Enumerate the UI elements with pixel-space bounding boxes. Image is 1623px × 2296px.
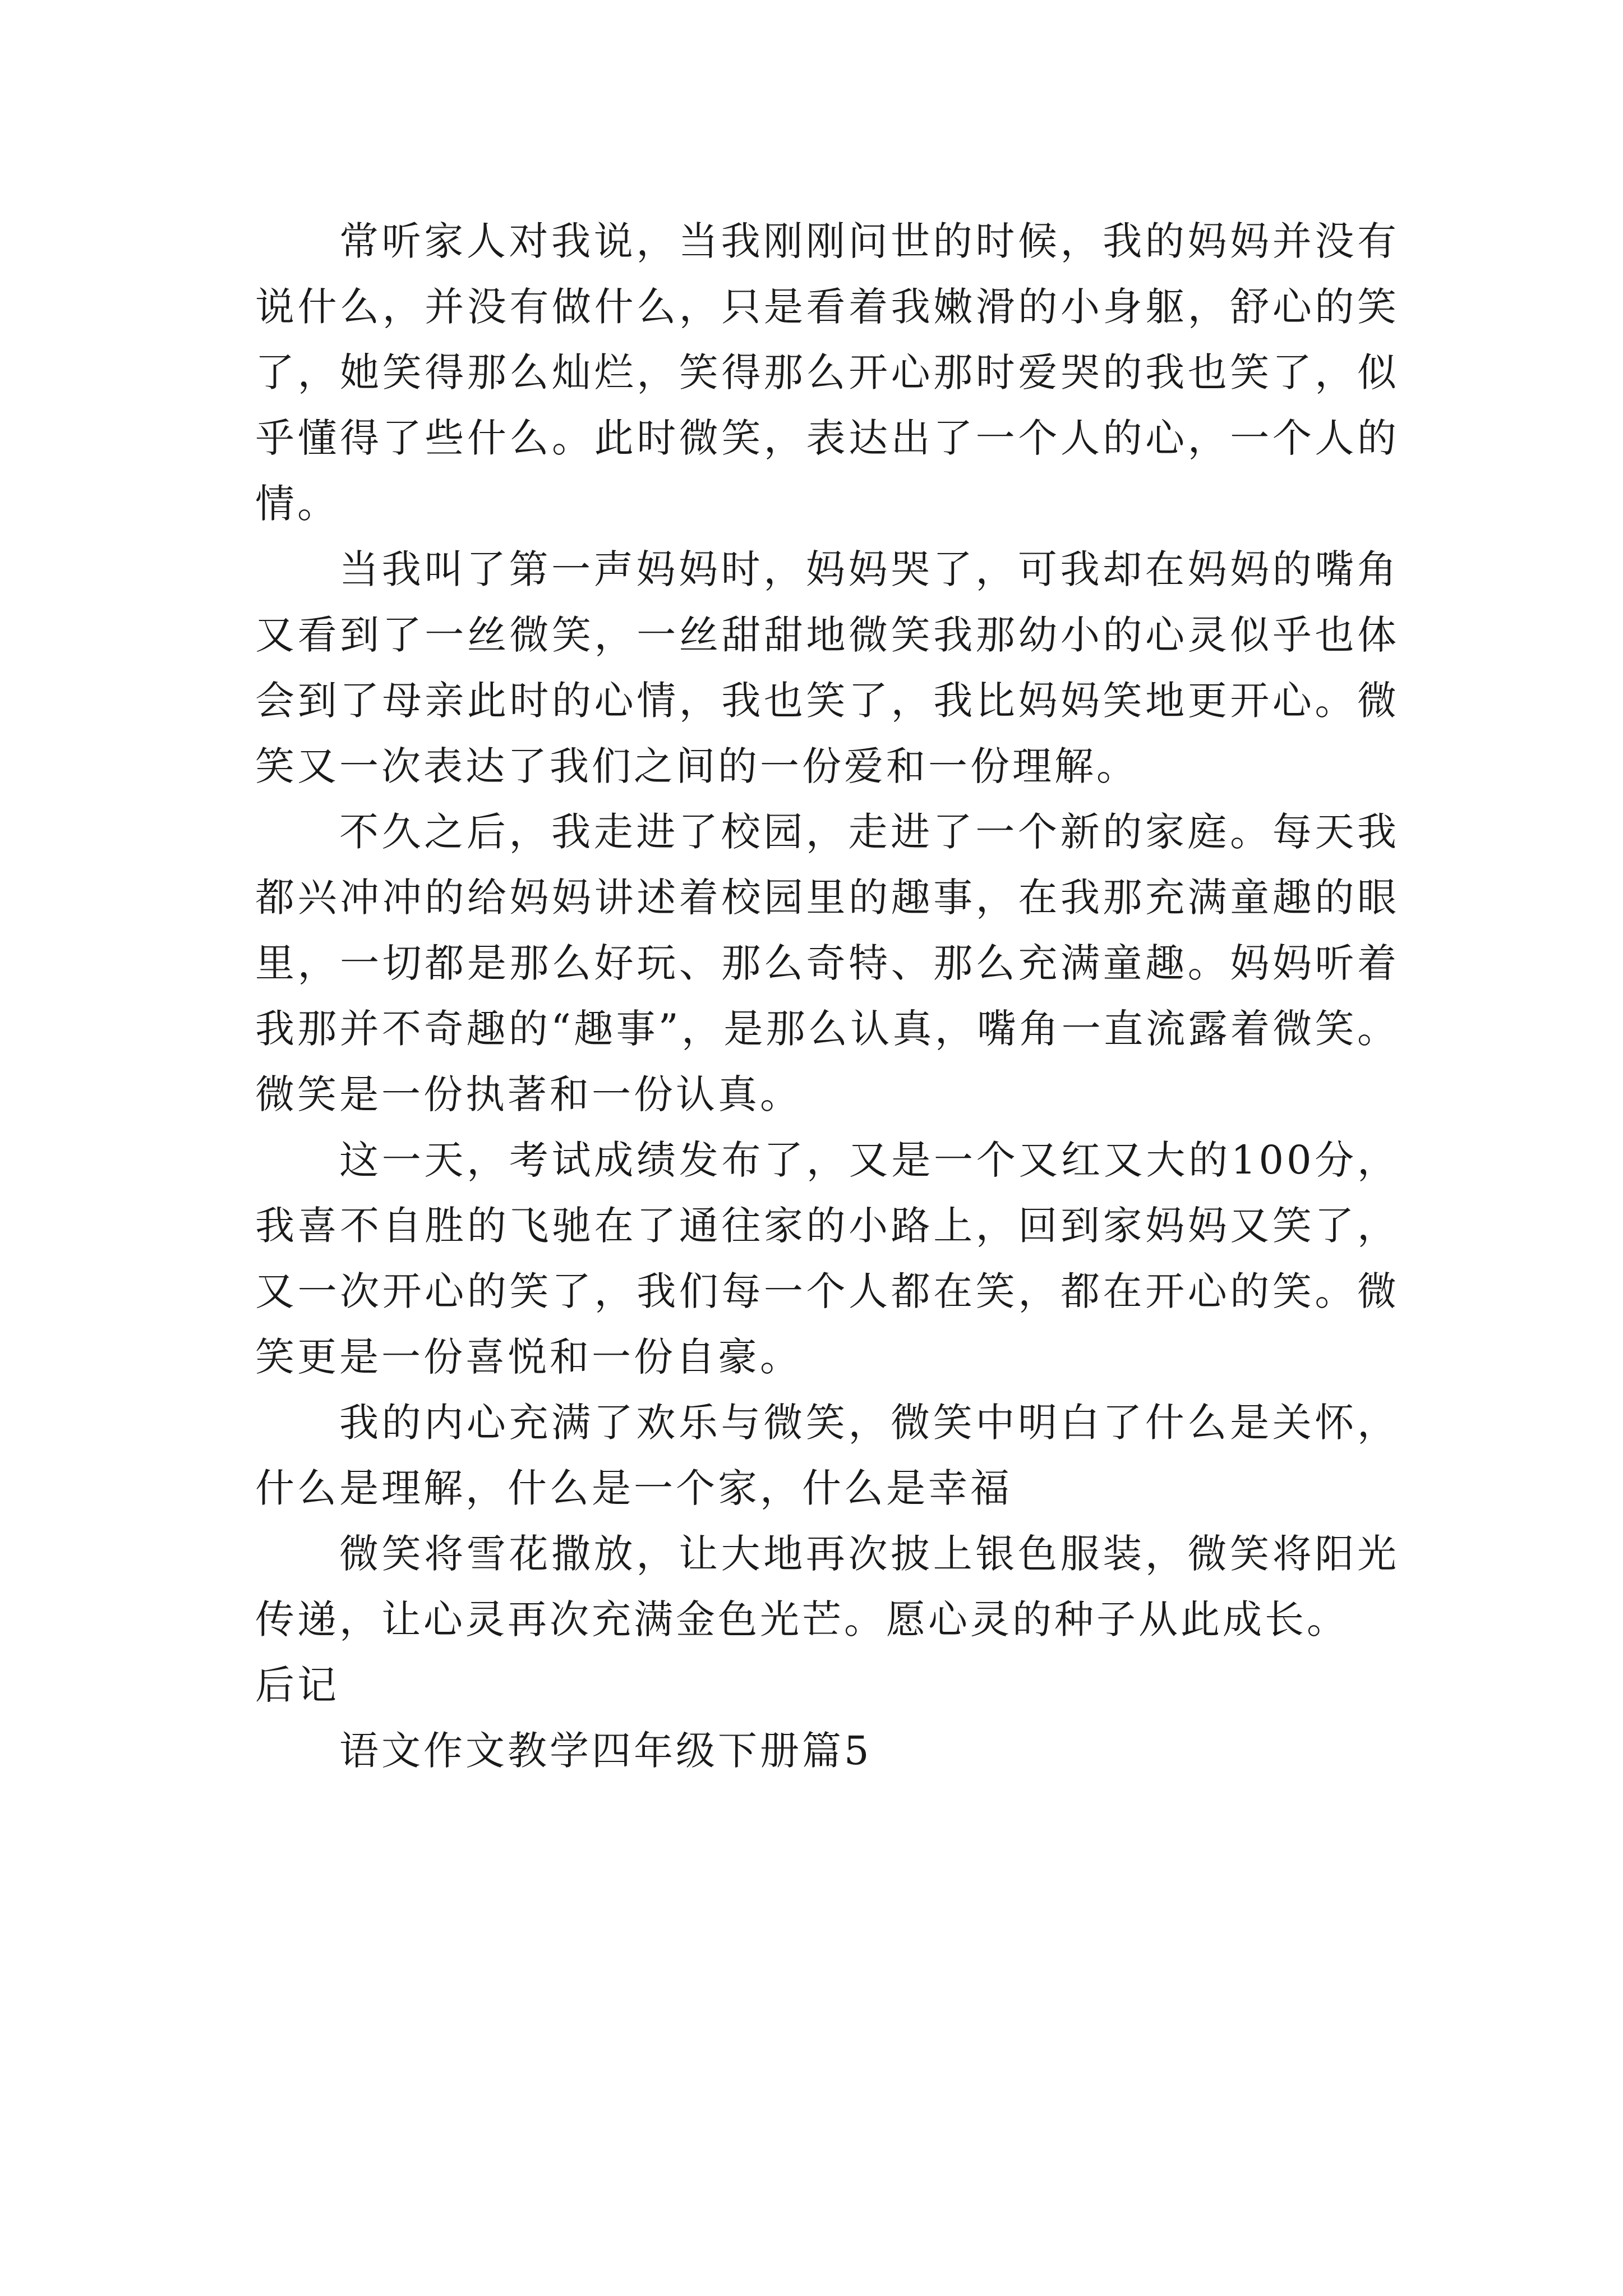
- paragraph-exam-results: 这一天，考试成绩发布了，又是一个又红又大的100分，我喜不自胜的飞驰在了通往家的小路上，回到家妈妈又笑了，又一次开心的笑了，我们每一个人都在笑，都在开心的笑。微笑更是一份喜悦和一份自豪。: [255, 1137, 1399, 1380]
- document-body: [255, 209, 1399, 1784]
- section-heading: 语文作文教学四年级下册篇5: [339, 1728, 872, 1774]
- paragraph-school-stories: 不久之后，我走进了校园，走进了一个新的家庭。每天我都兴冲冲的给妈妈讲述着校园里的趣事，在我那充满童趣的眼里，一切都是那么好玩、那么奇特、那么充满童趣。妈妈听着我那并不奇趣的“趣事”，是那么认真，嘴角一直流露着微笑。微笑是一份执著和一份认真。: [255, 809, 1399, 1117]
- paragraph-first-word-mama: 当我叫了第一声妈妈时，妈妈哭了，可我却在妈妈的嘴角又看到了一丝微笑，一丝甜甜地微笑我那幼小的心灵似乎也体会到了母亲此时的心情，我也笑了，我比妈妈笑地更开心。微笑又一次表达了我们之间的一份爱和一份理解。: [255, 546, 1399, 789]
- paragraph-inner-joy: 我的内心充满了欢乐与微笑，微笑中明白了什么是关怀，什么是理解，什么是一个家，什么是幸福: [255, 1400, 1399, 1511]
- paragraph-mother-first-smile: 常听家人对我说，当我刚刚问世的时候，我的妈妈并没有说什么，并没有做什么，只是看着我嫩滑的小身躯，舒心的笑了，她笑得那么灿烂，笑得那么开心那时爱哭的我也笑了，似乎懂得了些什么。此时微笑，表达出了一个人的心，一个人的情。: [255, 218, 1399, 527]
- afterword-label: 后记: [255, 1662, 339, 1708]
- paragraph-snow-and-sunlight: 微笑将雪花撒放，让大地再次披上银色服装，微笑将阳光传递，让心灵再次充满金色光芒。愿心灵的种子从此成长。: [255, 1531, 1399, 1642]
